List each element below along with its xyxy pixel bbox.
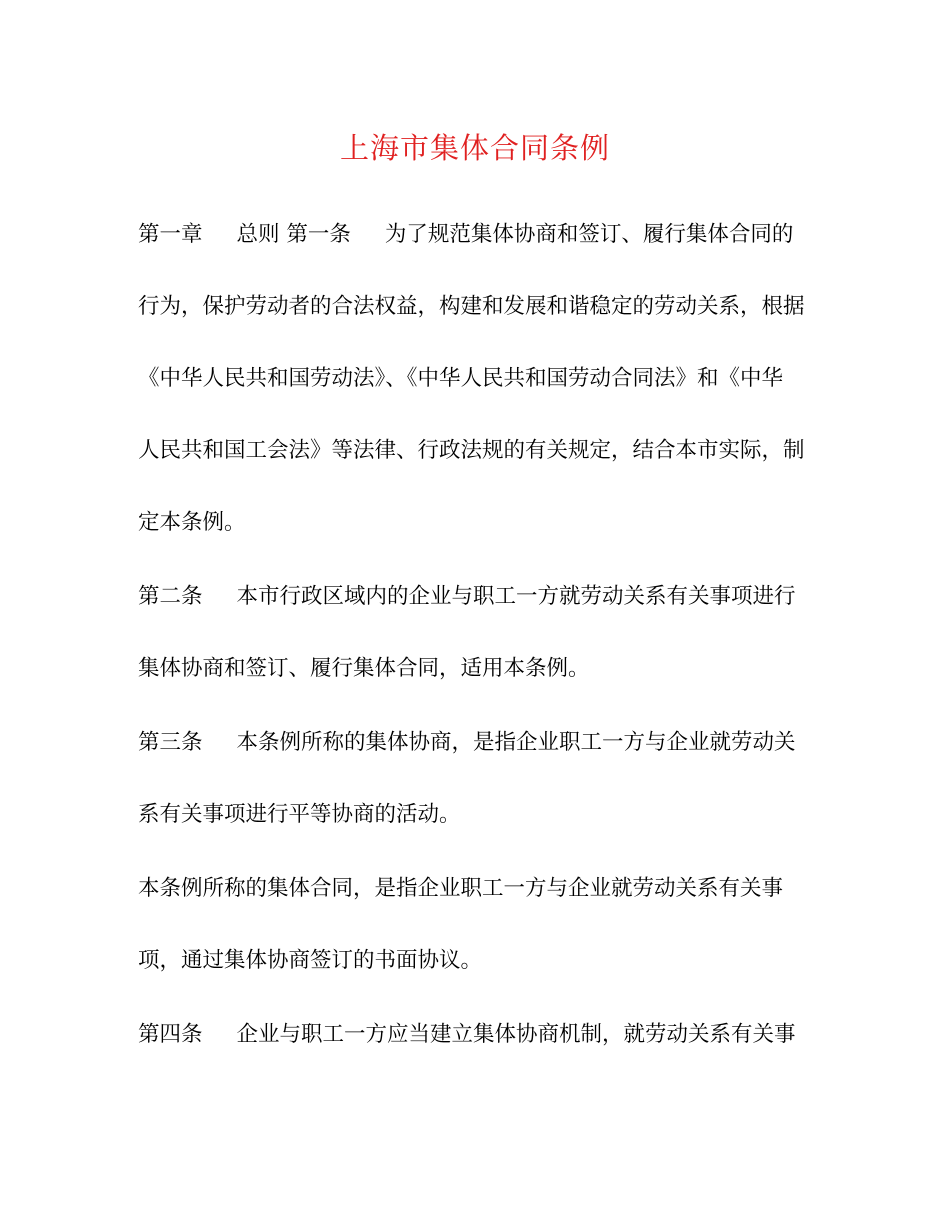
article-text: 本条例所称的集体协商，是指企业职工一方与企业就劳动关 (236, 730, 796, 755)
text-line-9: 系有关事项进行平等协商的活动。 (138, 802, 461, 827)
article-label: 第四条 (138, 1022, 203, 1047)
article-label: 第三条 (138, 730, 203, 755)
chapter-label: 第一章 (138, 222, 203, 247)
text-line-2: 行为，保护劳动者的合法权益，构建和发展和谐稳定的劳动关系，根据 (138, 294, 805, 319)
text-line-6 (138, 582, 838, 612)
text-line-4: 人民共和国工会法》等法律、行政法规的有关规定，结合本市实际，制 (138, 438, 805, 463)
text-line-12 (138, 1020, 838, 1050)
article-label: 总则 第一条 (236, 222, 351, 247)
text-line-10: 本条例所称的集体合同，是指企业职工一方与企业就劳动关系有关事 (138, 876, 784, 901)
text-line-5: 定本条例。 (138, 510, 246, 535)
article-text: 为了规范集体协商和签订、履行集体合同的 (384, 222, 794, 247)
article-label: 第二条 (138, 584, 203, 609)
text-line-1 (138, 220, 838, 250)
text-line-3: 《中华人民共和国劳动法》、《中华人民共和国劳动合同法》和《中华 (138, 366, 784, 391)
article-text: 企业与职工一方应当建立集体协商机制，就劳动关系有关事 (236, 1022, 796, 1047)
article-text: 本市行政区域内的企业与职工一方就劳动关系有关事项进行 (236, 584, 796, 609)
text-line-7: 集体协商和签订、履行集体合同，适用本条例。 (138, 656, 590, 681)
text-line-8 (138, 728, 838, 758)
text-line-11: 项，通过集体协商签订的书面协议。 (138, 948, 483, 973)
document-title: 上海市集体合同条例 (339, 131, 610, 165)
